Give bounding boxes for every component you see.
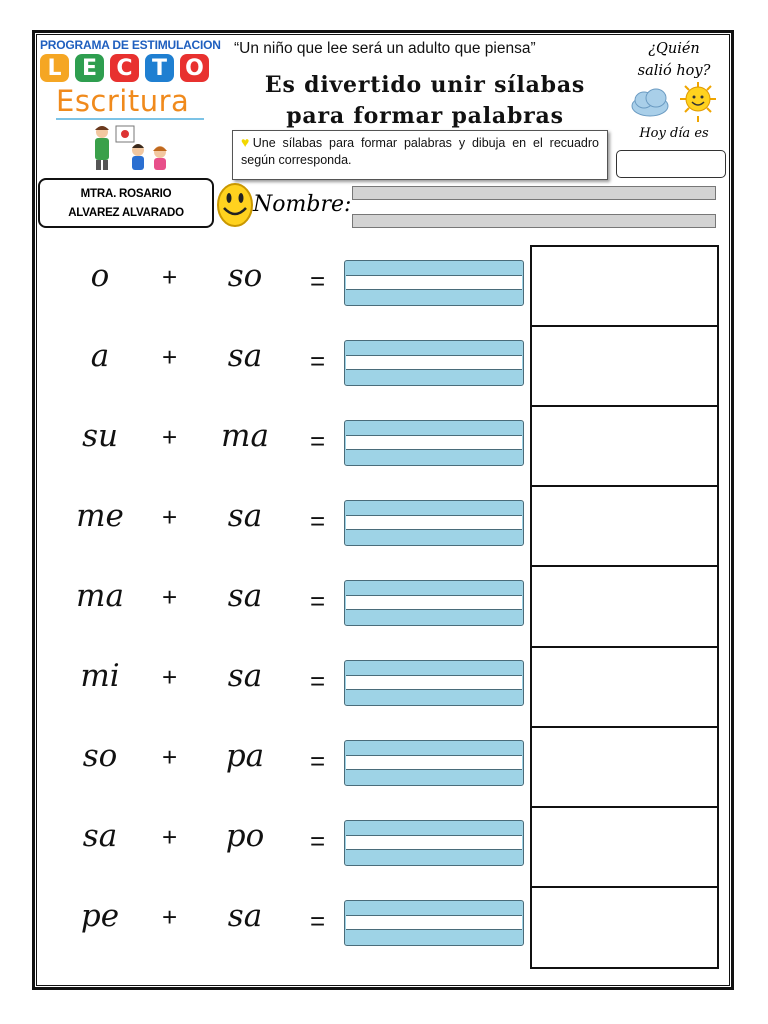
who-line-1: ¿Quién xyxy=(648,41,700,57)
answer-field[interactable] xyxy=(344,340,524,386)
equals-sign: = xyxy=(310,666,326,696)
exercise-row xyxy=(0,648,768,728)
today-label: Hoy día es xyxy=(639,126,709,141)
syllable-first: o xyxy=(90,258,110,294)
syllable-second: po xyxy=(225,818,265,854)
exercise-row xyxy=(0,568,768,648)
syllable-first: su xyxy=(82,418,118,454)
date-field[interactable] xyxy=(616,150,726,178)
name-guide-bottom xyxy=(352,214,716,228)
plus-sign: + xyxy=(162,582,178,612)
logo-letter-e: E xyxy=(75,54,104,82)
equals-sign: = xyxy=(310,426,326,456)
who-came-today xyxy=(622,38,726,82)
instructions-box xyxy=(232,130,608,180)
smiley-icon xyxy=(216,182,254,228)
syllable-first: mi xyxy=(80,658,120,694)
plus-sign: + xyxy=(162,902,178,932)
teacher-children-illustration xyxy=(84,122,180,172)
lecto-logo xyxy=(40,54,209,82)
heart-icon: ♥ xyxy=(241,134,253,150)
weather-icons xyxy=(628,82,722,122)
logo-letter-c: C xyxy=(110,54,139,82)
syllable-first: sa xyxy=(82,818,118,854)
answer-field[interactable] xyxy=(344,740,524,786)
equals-sign: = xyxy=(310,586,326,616)
answer-field[interactable] xyxy=(344,820,524,866)
equals-sign: = xyxy=(310,346,326,376)
syllable-second: so xyxy=(227,258,263,294)
teacher-name-box xyxy=(38,178,214,228)
cloud-icon xyxy=(632,89,668,116)
plus-sign: + xyxy=(162,422,178,452)
motto: “Un niño que lee será un adulto que piensa” xyxy=(234,40,536,57)
syllable-first: ma xyxy=(76,578,124,614)
syllable-second: pa xyxy=(225,738,265,774)
answer-field[interactable] xyxy=(344,580,524,626)
exercise-row xyxy=(0,808,768,888)
program-name: PROGRAMA DE ESTIMULACION xyxy=(40,38,221,52)
exercise-row xyxy=(0,248,768,328)
teacher-line-2: ALVAREZ ALVARADO xyxy=(68,207,184,219)
logo-word: Escritura xyxy=(56,84,190,118)
exercise-row xyxy=(0,408,768,488)
equals-sign: = xyxy=(310,906,326,936)
answer-field[interactable] xyxy=(344,420,524,466)
plus-sign: + xyxy=(162,262,178,292)
syllable-second: sa xyxy=(227,578,263,614)
plus-sign: + xyxy=(162,822,178,852)
plus-sign: + xyxy=(162,662,178,692)
syllable-first: pe xyxy=(80,898,120,934)
plus-sign: + xyxy=(162,742,178,772)
syllable-first: a xyxy=(90,338,110,374)
answer-field[interactable] xyxy=(344,660,524,706)
title-line-1: Es divertido unir sílabas xyxy=(264,72,586,98)
syllable-second: sa xyxy=(227,658,263,694)
equals-sign: = xyxy=(310,266,326,296)
syllable-first: so xyxy=(82,738,118,774)
answer-field[interactable] xyxy=(344,900,524,946)
answer-field[interactable] xyxy=(344,500,524,546)
logo-letter-o: O xyxy=(180,54,209,82)
syllable-first: me xyxy=(76,498,124,534)
exercise-row xyxy=(0,328,768,408)
sun-icon xyxy=(680,82,716,122)
name-label: Nombre: xyxy=(253,192,352,217)
plus-sign: + xyxy=(162,502,178,532)
equals-sign: = xyxy=(310,826,326,856)
exercise-row xyxy=(0,488,768,568)
logo-letter-t: T xyxy=(145,54,174,82)
plus-sign: + xyxy=(162,342,178,372)
instructions-text: Une sílabas para formar palabras y dibuja en el recuadro según corresponda. xyxy=(241,136,599,167)
syllable-second: sa xyxy=(227,898,263,934)
answer-field[interactable] xyxy=(344,260,524,306)
teacher-line-1: MTRA. ROSARIO xyxy=(80,188,172,200)
name-guide-top xyxy=(352,186,716,200)
page-title xyxy=(230,70,620,132)
exercise-row xyxy=(0,728,768,808)
who-line-2: salió hoy? xyxy=(637,63,711,79)
logo-underline xyxy=(56,118,204,120)
syllable-second: ma xyxy=(221,418,269,454)
equals-sign: = xyxy=(310,506,326,536)
syllable-second: sa xyxy=(227,498,263,534)
exercise-row xyxy=(0,888,768,968)
title-line-2: para formar palabras xyxy=(286,103,564,129)
name-input[interactable] xyxy=(352,186,716,228)
equals-sign: = xyxy=(310,746,326,776)
syllable-second: sa xyxy=(227,338,263,374)
logo-letter-l: L xyxy=(40,54,69,82)
